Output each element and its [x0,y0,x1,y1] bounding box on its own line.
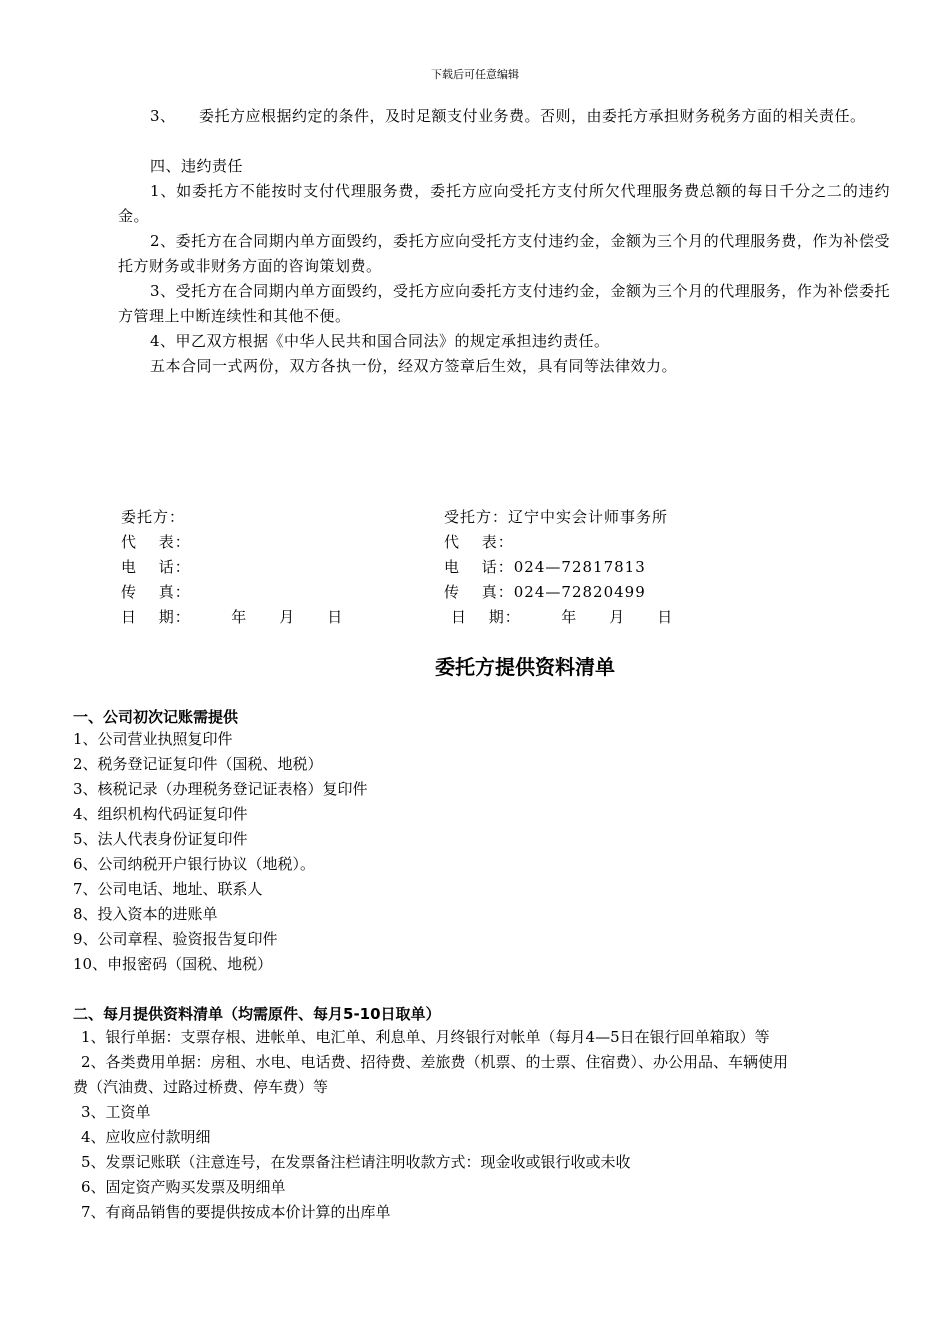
section-2-title: 二、每月提供资料清单（均需原件、每月5-10日取单） [73,1005,441,1023]
agent-phone-label: 电 话：024—72817813 [444,558,646,576]
agent-rep-label: 代 表： [444,533,514,551]
list-item: 5、发票记账联（注意连号，在发票备注栏请注明收款方式：现金收或银行收或未收 [81,1153,631,1171]
client-fax-label: 传 真： [121,583,191,601]
list-item: 2、税务登记证复印件（国税、地税） [73,755,323,773]
list-item: 8、投入资本的进账单 [73,905,218,923]
breach-clause-3: 3、受托方在合同期内单方面毁约，受托方应向委托方支付违约金，金额为三个月的代理服务，作为补偿委托方管理上中断连续性和其他不便。 [118,282,890,325]
list-item: 6、公司纳税开户银行协议（地税）。 [73,855,316,873]
list-item: 2、各类费用单据：房租、水电、电话费、招待费、差旅费（机票、的士票、住宿费）、办公用品、车辆使用 [81,1053,789,1071]
page-header: 下载后可任意编辑 [431,68,519,81]
list-item: 费（汽油费、过路过桥费、停车费）等 [73,1078,329,1096]
list-item: 1、公司营业执照复印件 [73,730,233,748]
list-item: 3、工资单 [81,1103,151,1121]
agent-fax-label: 传 真：024—72820499 [444,583,646,601]
list-item: 4、组织机构代码证复印件 [73,805,248,823]
agent-date-label: 日 期： 年 月 日 [451,608,674,626]
section-1-title: 一、公司初次记账需提供 [73,708,239,726]
list-item: 7、公司电话、地址、联系人 [73,880,263,898]
list-item: 6、固定资产购买发票及明细单 [81,1178,286,1196]
list-item: 7、有商品销售的要提供按成本价计算的出库单 [81,1203,391,1221]
clause-3-payment: 3、 委托方应根据约定的条件，及时足额支付业务费。否则，由委托方承担财务税务方面的相关责任。 [150,107,866,125]
breach-clause-4: 4、甲乙双方根据《中华人民共和国合同法》的规定承担违约责任。 [150,332,610,350]
list-item: 1、银行单据：支票存根、进帐单、电汇单、利息单、月终银行对帐单（每月4—5日在银行回单箱取）等 [81,1028,770,1046]
section-4-title: 四、违约责任 [150,157,244,175]
client-date-label: 日 期： 年 月 日 [121,608,344,626]
client-party-label: 委托方： [121,508,186,526]
list-item: 4、应收应付款明细 [81,1128,211,1146]
agent-party-label: 受托方：辽宁中实会计师事务所 [444,508,669,526]
client-rep-label: 代 表： [121,533,191,551]
section-5-clause: 五本合同一式两份，双方各执一份，经双方签章后生效，具有同等法律效力。 [150,357,678,375]
list-item: 3、核税记录（办理税务登记证表格）复印件 [73,780,368,798]
breach-clause-2: 2、委托方在合同期内单方面毁约，委托方应向受托方支付违约金，金额为三个月的代理服务费，作为补偿受托方财务或非财务方面的咨询策划费。 [118,232,890,275]
list-item: 5、法人代表身份证复印件 [73,830,248,848]
list-item: 9、公司章程、验资报告复印件 [73,930,278,948]
client-phone-label: 电 话： [121,558,191,576]
breach-clause-1: 1、如委托方不能按时支付代理服务费，委托方应向受托方支付所欠代理服务费总额的每日千分之二的违约金。 [118,182,890,225]
list-title: 委托方提供资料清单 [435,655,615,679]
list-item: 10、申报密码（国税、地税） [73,955,273,973]
